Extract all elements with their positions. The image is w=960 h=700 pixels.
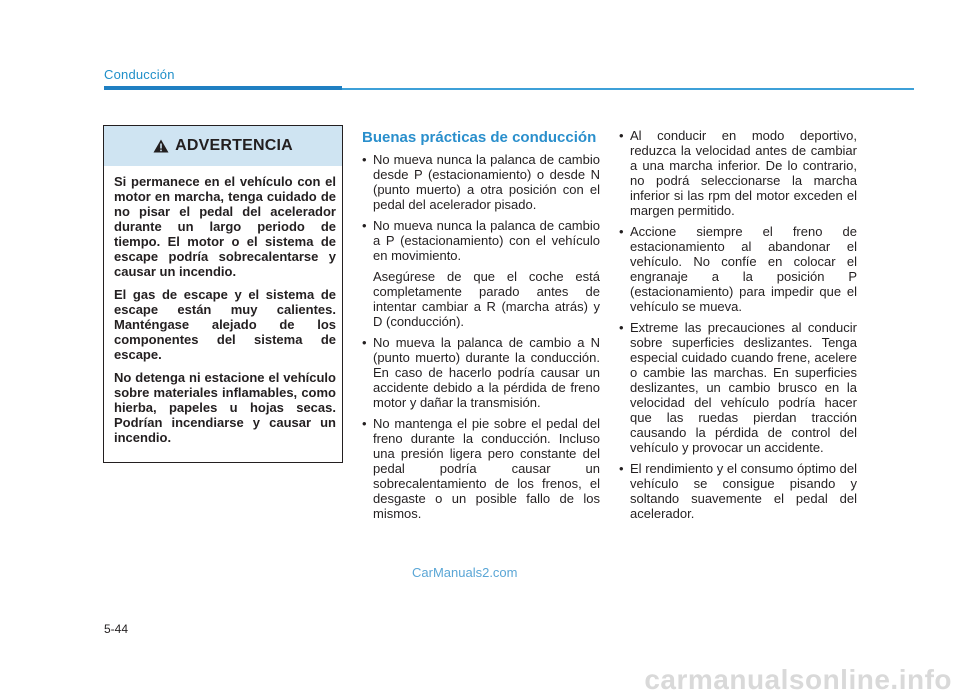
list-item-text: Accione siempre el freno de estacionamiento al abandonar el vehículo. No confíe en colocar el engranaje a la posición P (estacionamiento) para impedir que el vehículo se mueva. [630,224,857,314]
warning-paragraph: Si permanece en el vehículo con el motor en marcha, tenga cuidado de no pisar el pedal del acelerador durante un largo periodo de tiempo. El motor o el sistema de escape podría sobrecalentarse y causar un incendio. [114,174,336,279]
header-rule-thin [342,88,914,90]
bullet-dot: • [362,335,367,350]
list-item [362,218,600,329]
bullet-dot: • [619,320,624,335]
warning-body [114,174,336,453]
warning-header [104,126,342,166]
right-column [619,128,857,527]
warning-paragraph: No detenga ni estacione el vehículo sobre materiales inflamables, como hierba, papeles u hojas secas. Podrían incendiarse y causar un incendio. [114,370,336,445]
list-item-text: No mantenga el pie sobre el pedal del freno durante la conducción. Incluso una presión ligera pero constante del pedal podría causar un sobrecalentamiento de los frenos, el desgaste o un posible fallo de los mismos. [373,416,600,521]
bullet-dot: • [619,224,624,239]
list-item [362,416,600,521]
warning-paragraph: El gas de escape y el sistema de escape están muy calientes. Manténgase alejado de los componentes del sistema de escape. [114,287,336,362]
list-item-text: No mueva nunca la palanca de cambio a P (estacionamiento) con el vehículo en movimiento. [373,218,600,263]
bullet-dot: • [619,128,624,143]
bullet-dot: • [362,152,367,167]
bullet-dot: • [362,218,367,233]
page-number: 5-44 [104,622,129,636]
list-item-text: No mueva la palanca de cambio a N (punto muerto) durante la conducción. En caso de hacerlo podría causar un accidente debido a la pérdida de freno motor y dañar la transmisión. [373,335,600,410]
list-item [362,152,600,212]
header-rule-thick [104,86,342,90]
list-item-text: Al conducir en modo deportivo, reduzca la velocidad antes de cambiar a una marcha inferior. De lo contrario, no podrá seleccionarse la marcha inferior si las rpm del motor exceden el margen permitido. [630,128,857,218]
column-heading: Buenas prácticas de conducción [362,129,597,146]
footer-watermark: carmanualsonline.info [644,664,952,695]
list-item [619,224,857,314]
warning-triangle-icon [153,139,169,153]
section-title: Conducción [104,67,175,82]
list-item-text: Extreme las precauciones al conducir sobre superficies deslizantes. Tenga especial cuidado cuando frene, acelere o cambie las marchas. En superficies deslizantes, un cambio brusco en la velocidad del vehículo podría hacer que las ruedas pierdan tracción causando la pérdida de control del vehículo y provocar un accidente. [630,320,857,455]
warning-title: ADVERTENCIA [175,137,293,154]
list-item-extra: Asegúrese de que el coche está completamente parado antes de intentar cambiar a R (marcha atrás) y D (conducción). [373,269,600,329]
middle-column [362,130,600,527]
bullet-dot: • [619,461,624,476]
list-item [619,461,857,521]
watermark-link[interactable]: CarManuals2.com [412,565,518,580]
list-item-text: El rendimiento y el consumo óptimo del vehículo se consigue pisando y soltando suavemente el pedal del acelerador. [630,461,857,521]
bullet-dot: • [362,416,367,431]
list-item [619,320,857,455]
warning-box [103,125,343,463]
list-item [619,128,857,218]
list-item-text: No mueva nunca la palanca de cambio desde P (estacionamiento) o desde N (punto muerto) a otra posición con el pedal del acelerador pisado. [373,152,600,212]
bullet-list [619,128,857,521]
bullet-list [362,152,600,521]
list-item [362,335,600,410]
